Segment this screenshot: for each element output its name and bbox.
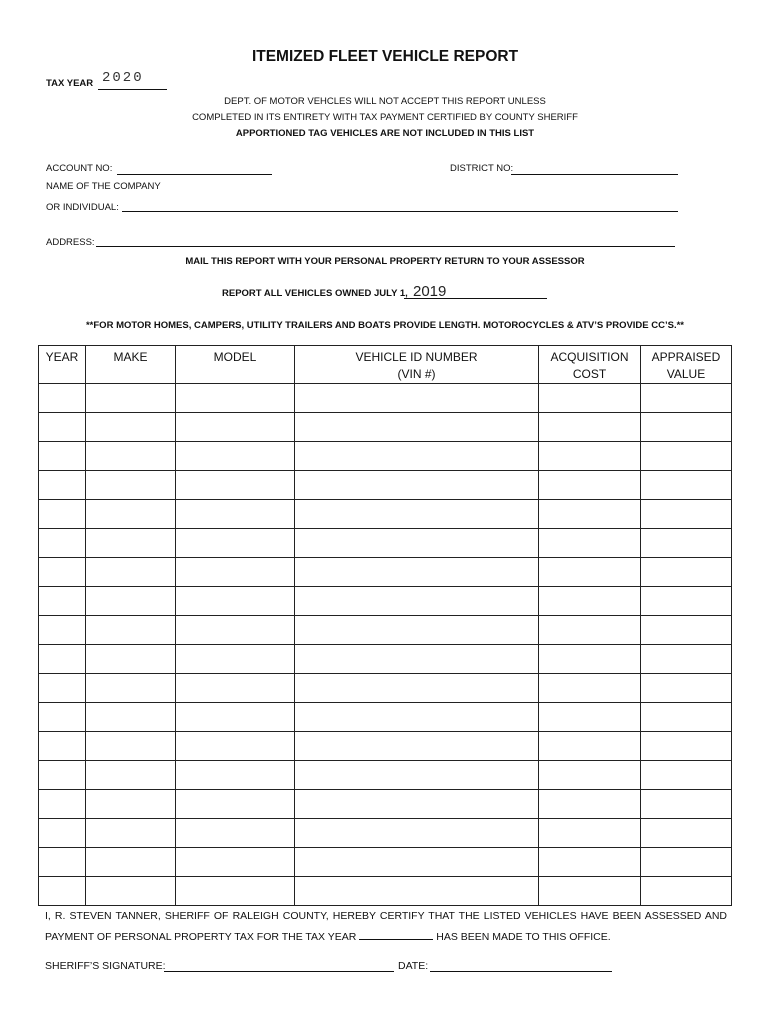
table-row	[39, 587, 732, 616]
vehicle-table	[38, 345, 732, 906]
cell-model[interactable]	[176, 558, 295, 587]
table-row	[39, 819, 732, 848]
cell-acquisition-cost[interactable]	[539, 848, 641, 877]
cell-vin[interactable]	[295, 732, 539, 761]
cell-vin[interactable]	[295, 877, 539, 906]
table-row	[39, 442, 732, 471]
cell-appraised-value[interactable]	[641, 616, 732, 645]
certification-line-2	[45, 927, 727, 948]
cell-acquisition-cost[interactable]	[539, 442, 641, 471]
cell-appraised-value[interactable]	[641, 587, 732, 616]
cell-make[interactable]	[86, 384, 176, 413]
cell-make[interactable]	[86, 761, 176, 790]
cell-year[interactable]	[39, 384, 86, 413]
cell-acquisition-cost[interactable]	[539, 645, 641, 674]
cell-appraised-value[interactable]	[641, 703, 732, 732]
cell-make[interactable]	[86, 819, 176, 848]
cell-model[interactable]	[176, 413, 295, 442]
cell-acquisition-cost[interactable]	[539, 384, 641, 413]
table-row	[39, 790, 732, 819]
cell-appraised-value[interactable]	[641, 819, 732, 848]
table-row	[39, 703, 732, 732]
cell-make[interactable]	[86, 877, 176, 906]
cell-model[interactable]	[176, 703, 295, 732]
address-field[interactable]	[96, 246, 675, 247]
cell-acquisition-cost[interactable]	[539, 790, 641, 819]
date-field[interactable]	[430, 971, 612, 972]
cell-model[interactable]	[176, 761, 295, 790]
cell-year[interactable]	[39, 877, 86, 906]
report-year-value: 2019	[413, 283, 447, 300]
table-row	[39, 761, 732, 790]
cell-vin[interactable]	[295, 616, 539, 645]
cell-vin[interactable]	[295, 703, 539, 732]
certification-line-2-start: PAYMENT OF PERSONAL PROPERTY TAX FOR THE TAX YEAR	[45, 931, 357, 943]
cell-vin[interactable]	[295, 442, 539, 471]
cell-make[interactable]	[86, 500, 176, 529]
signature-label: SHERIFF’S SIGNATURE:	[45, 960, 166, 972]
cell-make[interactable]	[86, 558, 176, 587]
cell-appraised-value[interactable]	[641, 790, 732, 819]
cell-year[interactable]	[39, 674, 86, 703]
cell-year[interactable]	[39, 645, 86, 674]
table-row	[39, 732, 732, 761]
cell-acquisition-cost[interactable]	[539, 558, 641, 587]
cell-appraised-value[interactable]	[641, 732, 732, 761]
cell-vin[interactable]	[295, 384, 539, 413]
address-label: ADDRESS:	[46, 237, 95, 248]
cell-acquisition-cost[interactable]	[539, 529, 641, 558]
table-row	[39, 413, 732, 442]
cell-model[interactable]	[176, 848, 295, 877]
cell-year[interactable]	[39, 790, 86, 819]
cell-vin[interactable]	[295, 413, 539, 442]
cell-vin[interactable]	[295, 848, 539, 877]
cell-appraised-value[interactable]	[641, 500, 732, 529]
cell-year[interactable]	[39, 761, 86, 790]
notice-line-3: APPORTIONED TAG VEHICLES ARE NOT INCLUDED IN THIS LIST	[235, 128, 535, 139]
tax-year-label: TAX YEAR	[46, 78, 94, 89]
cell-make[interactable]	[86, 848, 176, 877]
cell-make[interactable]	[86, 442, 176, 471]
cell-acquisition-cost[interactable]	[539, 674, 641, 703]
cell-model[interactable]	[176, 500, 295, 529]
table-row	[39, 616, 732, 645]
cell-model[interactable]	[176, 587, 295, 616]
col-appraised-value-header: APPRAISED VALUE	[641, 346, 732, 384]
cell-year[interactable]	[39, 732, 86, 761]
cell-acquisition-cost[interactable]	[539, 413, 641, 442]
cell-appraised-value[interactable]	[641, 848, 732, 877]
cell-make[interactable]	[86, 587, 176, 616]
district-label: DISTRICT NO:	[450, 163, 514, 174]
certification-text	[45, 906, 727, 948]
cell-acquisition-cost[interactable]	[539, 500, 641, 529]
cell-year[interactable]	[39, 558, 86, 587]
cell-model[interactable]	[176, 616, 295, 645]
table-header-row	[39, 346, 732, 384]
cell-model[interactable]	[176, 384, 295, 413]
cell-year[interactable]	[39, 471, 86, 500]
cell-appraised-value[interactable]	[641, 442, 732, 471]
certification-line-1: I, R. STEVEN TANNER, SHERIFF OF RALEIGH COUNTY, HEREBY CERTIFY THAT THE LISTED VEHICLES HAVE BEEN ASSESSED AND	[45, 910, 727, 922]
cell-model[interactable]	[176, 471, 295, 500]
cell-make[interactable]	[86, 703, 176, 732]
cell-year[interactable]	[39, 529, 86, 558]
cell-model[interactable]	[176, 442, 295, 471]
table-row	[39, 500, 732, 529]
tax-year-line[interactable]	[98, 89, 167, 90]
cell-appraised-value[interactable]	[641, 761, 732, 790]
cell-vin[interactable]	[295, 819, 539, 848]
cell-vin[interactable]	[295, 529, 539, 558]
table-row	[39, 384, 732, 413]
col-year-header: YEAR	[39, 346, 86, 384]
cell-model[interactable]	[176, 645, 295, 674]
cell-appraised-value[interactable]	[641, 645, 732, 674]
table-row	[39, 471, 732, 500]
cell-acquisition-cost[interactable]	[539, 732, 641, 761]
table-row	[39, 674, 732, 703]
cell-model[interactable]	[176, 674, 295, 703]
cell-appraised-value[interactable]	[641, 384, 732, 413]
table-row	[39, 645, 732, 674]
cell-appraised-value[interactable]	[641, 529, 732, 558]
cell-vin[interactable]	[295, 645, 539, 674]
cell-acquisition-cost[interactable]	[539, 819, 641, 848]
cell-year[interactable]	[39, 500, 86, 529]
cell-appraised-value[interactable]	[641, 674, 732, 703]
account-field[interactable]	[117, 174, 272, 175]
cell-make[interactable]	[86, 732, 176, 761]
form-title: ITEMIZED FLEET VEHICLE REPORT	[251, 48, 519, 65]
cell-year[interactable]	[39, 442, 86, 471]
table-row	[39, 848, 732, 877]
company-label: NAME OF THE COMPANY	[46, 181, 161, 192]
date-label: DATE:	[398, 960, 429, 972]
table-row	[39, 877, 732, 906]
col-make-header: MAKE	[86, 346, 176, 384]
cell-make[interactable]	[86, 471, 176, 500]
col-model-header: MODEL	[176, 346, 295, 384]
cell-appraised-value[interactable]	[641, 558, 732, 587]
cell-acquisition-cost[interactable]	[539, 471, 641, 500]
cell-acquisition-cost[interactable]	[539, 761, 641, 790]
col-vin-header: VEHICLE ID NUMBER (VIN #)	[295, 346, 539, 384]
table-row	[39, 529, 732, 558]
cell-year[interactable]	[39, 819, 86, 848]
cell-year[interactable]	[39, 848, 86, 877]
cell-year[interactable]	[39, 413, 86, 442]
cell-year[interactable]	[39, 587, 86, 616]
cell-vin[interactable]	[295, 674, 539, 703]
cell-year[interactable]	[39, 616, 86, 645]
mail-notice: MAIL THIS REPORT WITH YOUR PERSONAL PROPERTY RETURN TO YOUR ASSESSOR	[185, 256, 585, 267]
cell-vin[interactable]	[295, 558, 539, 587]
cell-acquisition-cost[interactable]	[539, 703, 641, 732]
cell-make[interactable]	[86, 674, 176, 703]
cell-acquisition-cost[interactable]	[539, 877, 641, 906]
cell-model[interactable]	[176, 790, 295, 819]
cell-model[interactable]	[176, 877, 295, 906]
report-label: REPORT ALL VEHICLES OWNED JULY 1,	[222, 288, 408, 299]
cell-vin[interactable]	[295, 761, 539, 790]
cell-model[interactable]	[176, 819, 295, 848]
district-field[interactable]	[511, 174, 678, 175]
cell-make[interactable]	[86, 616, 176, 645]
cell-vin[interactable]	[295, 471, 539, 500]
cell-appraised-value[interactable]	[641, 471, 732, 500]
cell-model[interactable]	[176, 732, 295, 761]
cell-model[interactable]	[176, 529, 295, 558]
cell-make[interactable]	[86, 645, 176, 674]
col-acquisition-cost-header: ACQUISITION COST	[539, 346, 641, 384]
cell-appraised-value[interactable]	[641, 877, 732, 906]
account-label: ACCOUNT NO:	[46, 163, 113, 174]
cell-make[interactable]	[86, 413, 176, 442]
cell-vin[interactable]	[295, 790, 539, 819]
cell-appraised-value[interactable]	[641, 413, 732, 442]
cell-vin[interactable]	[295, 500, 539, 529]
certification-line-2-end: HAS BEEN MADE TO THIS OFFICE.	[436, 931, 611, 943]
individual-label: OR INDIVIDUAL:	[46, 202, 119, 213]
signature-field[interactable]	[164, 971, 394, 972]
cell-make[interactable]	[86, 529, 176, 558]
cert-tax-year-field[interactable]	[359, 927, 433, 940]
notice-line-2: COMPLETED IN ITS ENTIRETY WITH TAX PAYMENT CERTIFIED BY COUNTY SHERIFF	[192, 112, 578, 123]
notice-line-1: DEPT. OF MOTOR VEHCLES WILL NOT ACCEPT THIS REPORT UNLESS	[224, 96, 546, 107]
cell-vin[interactable]	[295, 587, 539, 616]
cell-acquisition-cost[interactable]	[539, 616, 641, 645]
table-row	[39, 558, 732, 587]
cell-make[interactable]	[86, 790, 176, 819]
length-notice: **FOR MOTOR HOMES, CAMPERS, UTILITY TRAILERS AND BOATS PROVIDE LENGTH. MOTOROCYCLES & ATV’S PROVIDE CC’S.**	[85, 320, 685, 331]
cell-year[interactable]	[39, 703, 86, 732]
individual-field[interactable]	[122, 211, 678, 212]
cell-acquisition-cost[interactable]	[539, 587, 641, 616]
tax-year-value: 2020	[102, 70, 144, 86]
